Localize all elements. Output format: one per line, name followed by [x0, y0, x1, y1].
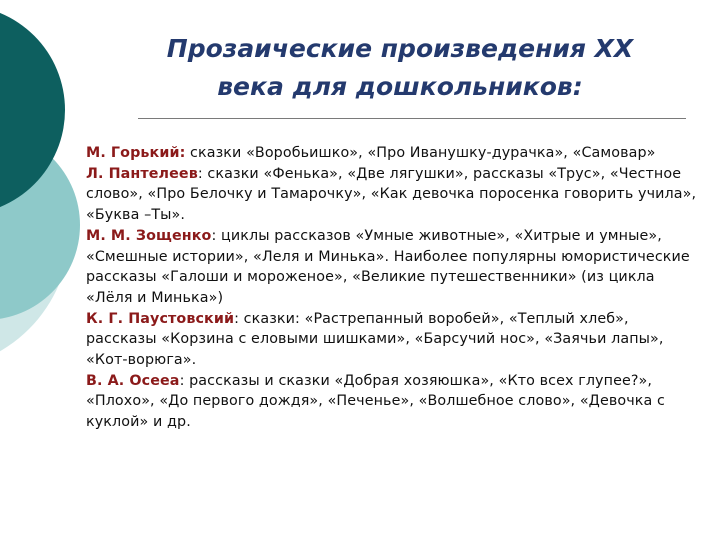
entry-text: : сказки «Фенька», «Две лягушки», рассказы «Трус», «Честное слово», «Про Белочку и Тамарочку», «Как девочка поросенка говорить учила», «Буква –Ты».: [86, 165, 697, 224]
entry-text: : рассказы и сказки «Добрая хозяюшка», «Кто всех глупее?», «Плохо», «До первого дождя», «Печенье», «Волшебное слово», «Девочка с куклой» и др.: [86, 372, 665, 431]
entry-gorky: [86, 143, 702, 164]
slide-title: [120, 30, 680, 106]
author-name: Л. Пантелеев: [86, 165, 198, 182]
entry-oseeva: [86, 371, 702, 433]
author-name: К. Г. Паустовский: [86, 310, 235, 327]
author-name: М. М. Зощенко: [86, 227, 212, 244]
slide-decoration: [0, 0, 80, 540]
entry-zoshchenko: [86, 226, 702, 309]
title-divider: [138, 118, 686, 119]
author-name: В. А. Осееа: [86, 372, 180, 389]
entry-text: : сказки: «Растрепанный воробей», «Теплый хлеб», рассказы «Корзина с еловыми шишками», «Барсучий нос», «Заячьи лапы», «Кот-ворюга».: [86, 310, 664, 369]
entry-text: : циклы рассказов «Умные животные», «Хитрые и умные», «Смешные истории», «Леля и Минька». Наиболее популярны юмористические рассказы «Галоши и мороженое», «Великие путешественники» (из цикла «Лёля и Минька»): [86, 227, 690, 306]
entry-text: сказки «Воробьишко», «Про Иванушку-дурачка», «Самовар»: [185, 145, 656, 161]
title-line-2: века для дошкольников:: [217, 72, 583, 101]
entry-panteleev: [86, 164, 702, 226]
author-name: М. Горький:: [86, 145, 186, 161]
entry-paustovsky: [86, 309, 702, 371]
title-line-1: Прозаические произведения XX: [166, 34, 634, 63]
slide-body: [86, 143, 702, 433]
